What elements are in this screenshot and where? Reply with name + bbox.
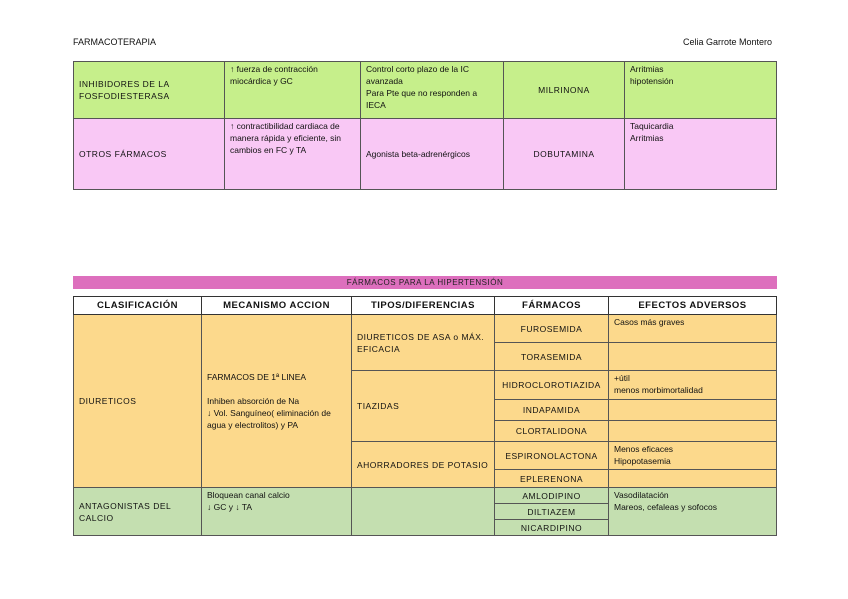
effect-cell <box>609 400 777 421</box>
header-efectos: EFECTOS ADVERSOS <box>609 297 777 315</box>
document-header-title: FARMACOTERAPIA <box>73 37 157 47</box>
effects-cell: Arritmias hipotensión <box>625 62 777 119</box>
effects-cell-antagonistas: Vasodilatación Mareos, cefaleas y sofocos <box>609 488 777 536</box>
drug-cell: ESPIRONOLACTONA <box>495 442 609 470</box>
table-header-row <box>74 297 777 315</box>
table-row <box>74 62 777 119</box>
class-cell: OTROS FÁRMACOS <box>74 119 225 190</box>
document-header-author: Celia Garrote Montero <box>682 37 772 47</box>
drug-cell: TORASEMIDA <box>495 343 609 371</box>
hypertension-section-banner: FÁRMACOS PARA LA HIPERTENSIÓN <box>73 276 777 289</box>
header-tipos: TIPOS/DIFERENCIAS <box>352 297 495 315</box>
type-cell: TIAZIDAS <box>352 371 495 442</box>
drug-cell: FUROSEMIDA <box>495 315 609 343</box>
drug-cell: EPLERENONA <box>495 470 609 488</box>
drug-cell: DOBUTAMINA <box>504 119 625 190</box>
effect-cell: Menos eficaces Hipopotasemia <box>609 442 777 470</box>
effect-cell <box>609 343 777 371</box>
effect-cell <box>609 470 777 488</box>
drug-cell: MILRINONA <box>504 62 625 119</box>
mechanism-cell: ↑ fuerza de contracción miocárdica y GC <box>225 62 361 119</box>
effects-cell: Taquicardia Arritmias <box>625 119 777 190</box>
effect-cell: +útil menos morbimortalidad <box>609 371 777 400</box>
header-mecanismo: MECANISMO ACCION <box>202 297 352 315</box>
drug-cell: NICARDIPINO <box>495 520 609 536</box>
hypertension-drugs-table <box>73 296 777 536</box>
mechanism-cell-antagonistas: Bloquean canal calcio ↓ GC y ↓ TA <box>202 488 352 536</box>
drug-cell: CLORTALIDONA <box>495 421 609 442</box>
type-cell: AHORRADORES DE POTASIO <box>352 442 495 488</box>
effect-cell: Casos más graves <box>609 315 777 343</box>
differences-cell: Control corto plazo de la IC avanzada Para Pte que no responden a IECA <box>361 62 504 119</box>
heart-failure-drugs-table <box>73 61 777 190</box>
effect-cell <box>609 421 777 442</box>
class-cell: INHIBIDORES DE LA FOSFODIESTERASA <box>74 62 225 119</box>
mechanism-cell-diureticos: FARMACOS DE 1ª LINEA Inhiben absorción de Na ↓ Vol. Sanguíneo( eliminación de agua y electrolitos) y PA <box>202 315 352 488</box>
table-row <box>74 119 777 190</box>
type-cell: DIURETICOS DE ASA o MÁX. EFICACIA <box>352 315 495 371</box>
drug-cell: HIDROCLOROTIAZIDA <box>495 371 609 400</box>
type-cell-antagonistas <box>352 488 495 536</box>
differences-cell: Agonista beta-adrenérgicos <box>361 119 504 190</box>
drug-cell: INDAPAMIDA <box>495 400 609 421</box>
table-row <box>74 315 777 343</box>
drug-cell: AMLODIPINO <box>495 488 609 504</box>
table-row <box>74 488 777 504</box>
class-cell-diureticos: DIURETICOS <box>74 315 202 488</box>
header-farmacos: FÁRMACOS <box>495 297 609 315</box>
class-cell-antagonistas: ANTAGONISTAS DEL CALCIO <box>74 488 202 536</box>
header-clasificacion: CLASIFICACIÓN <box>74 297 202 315</box>
drug-cell: DILTIAZEM <box>495 504 609 520</box>
mechanism-cell: ↑ contractibilidad cardiaca de manera rápida y eficiente, sin cambios en FC y TA <box>225 119 361 190</box>
